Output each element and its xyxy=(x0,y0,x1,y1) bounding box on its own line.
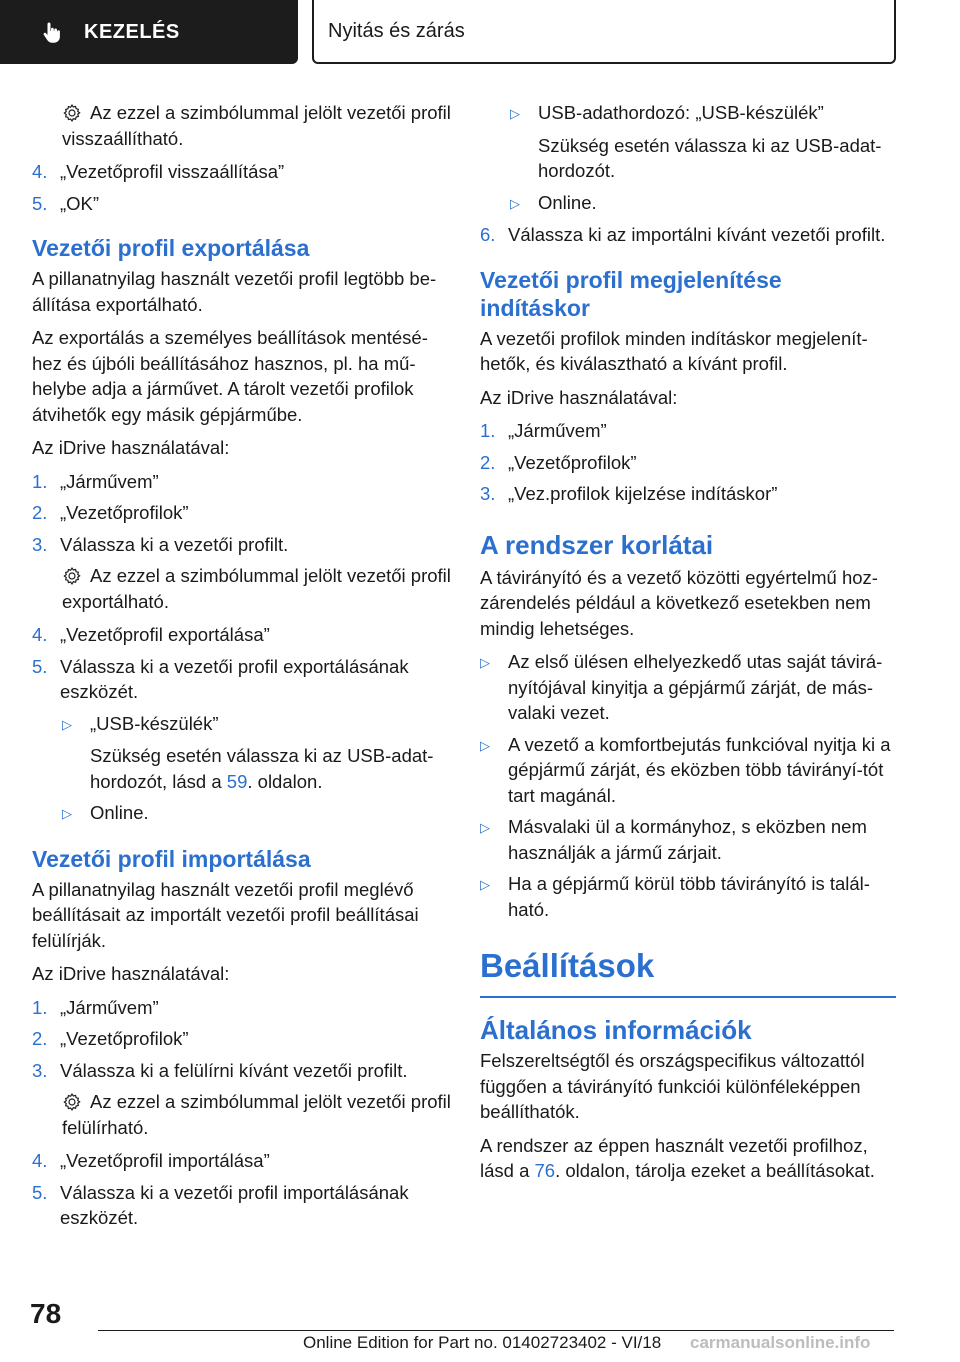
list-item xyxy=(32,1058,452,1084)
paragraph: Az exportálás a személyes beállítások mentésé-hez és újbóli beállításához hasznos, pl. ha mű-helybe adja a járművet. A tárolt vezetői profilok átvihetők egy másik gépjárműbe. xyxy=(32,327,428,425)
triangle-bullet-icon: ▷ xyxy=(480,820,490,835)
bullet-text: Ha a gépjármű körül több távirányító is talál-ható. xyxy=(508,873,870,920)
bullet-text: „USB-készülék” xyxy=(90,712,219,734)
paragraph: Az iDrive használatával: xyxy=(32,437,230,458)
heading-import: Vezetői profil importálása xyxy=(32,845,311,872)
triangle-bullet-icon: ▷ xyxy=(62,716,72,732)
step-text: „Vezetőprofilok” xyxy=(60,502,189,523)
bullet-text: A vezető a komfortbejutás funkcióval nyitja ki a gépjármű zárját, és eközben több távirányí-tót tart magánál. xyxy=(508,733,891,806)
step-text: „Járművem” xyxy=(60,996,159,1018)
note-text: Az ezzel a szimbólummal jelölt vezetői profil visszaállítható. xyxy=(62,102,451,149)
step-text: „OK” xyxy=(60,192,100,214)
bullet-item xyxy=(480,814,896,865)
step-text: „Járművem” xyxy=(508,420,607,441)
page-number: 78 xyxy=(30,1298,62,1329)
list-item xyxy=(32,995,452,1021)
left-column xyxy=(32,100,452,1237)
step-text: Válassza ki az importálni kívánt vezetői profilt. xyxy=(508,224,886,245)
bullet-subtext: Szükség esetén válassza ki az USB-adat-hordozót. xyxy=(538,134,882,181)
list-item xyxy=(32,532,452,558)
list-item xyxy=(32,159,452,185)
list-item xyxy=(32,654,452,705)
paragraph: A pillanatnyilag használt vezetői profil legtöbb be-állítása exportálható. xyxy=(32,268,437,315)
triangle-bullet-icon: ▷ xyxy=(62,806,72,821)
heading-general-info: Általános információk xyxy=(480,1015,752,1045)
step-number: 1. xyxy=(480,420,496,441)
heading-limits: A rendszer korlátai xyxy=(480,529,714,560)
paragraph: A pillanatnyilag használt vezetői profil meglévő beállításait az importált vezetői profil beállításai felülírják. xyxy=(32,878,419,951)
step-number: 3. xyxy=(32,533,48,555)
paragraph: Az iDrive használatával: xyxy=(480,386,678,408)
step-number: 4. xyxy=(32,1150,48,1171)
step-number: 5. xyxy=(32,192,48,214)
triangle-bullet-icon: ▷ xyxy=(480,655,490,670)
right-column xyxy=(480,100,896,1192)
paragraph xyxy=(480,1133,896,1184)
paragraph: A vezetői profilok minden indításkor megjelenít-hetők, és kiválasztható a kívánt profil. xyxy=(480,327,868,374)
step-text: „Vezetőprofil importálása” xyxy=(60,1150,270,1171)
bullet-item xyxy=(480,649,896,726)
bullet-text: Online. xyxy=(90,802,149,823)
list-item xyxy=(32,622,452,648)
step-number: 5. xyxy=(32,655,48,677)
subtext: Szükség esetén válassza ki az USB-adat-hordozót, lásd a xyxy=(90,745,434,792)
bullet-item xyxy=(480,871,896,922)
paragraph-text: . oldalon, tárolja ezeket a beállításokat. xyxy=(555,1160,875,1181)
bullet-item xyxy=(480,100,896,127)
step-number: 1. xyxy=(32,996,48,1018)
step-number: 1. xyxy=(32,470,48,492)
step-text: Válassza ki a vezetői profilt. xyxy=(60,533,289,555)
paragraph: Az iDrive használatával: xyxy=(32,963,230,984)
page-link[interactable]: 76 xyxy=(534,1160,556,1181)
bullet-subtext xyxy=(32,743,452,794)
step-number: 2. xyxy=(480,451,496,473)
gear-icon xyxy=(62,566,82,586)
bullet-text: USB-adathordozó: „USB-készülék” xyxy=(538,102,824,123)
step-text: „Vezetőprofilok” xyxy=(508,451,637,473)
list-item xyxy=(480,222,896,248)
triangle-bullet-icon: ▷ xyxy=(480,737,490,753)
bullet-text: Az első ülésen elhelyezkedő utas saját távirá-nyítójával kinyitja a gépjármű zárját, de más-valaki vezet. xyxy=(508,651,883,723)
heading-export: Vezetői profil exportálása xyxy=(32,235,310,261)
step-text: Válassza ki a vezetői profil exportálásának eszközét. xyxy=(60,655,409,702)
list-item xyxy=(32,500,452,526)
list-item xyxy=(32,1180,452,1231)
section-title: KEZELÉS xyxy=(84,20,180,43)
list-item xyxy=(480,418,896,444)
step-text: „Vezetőprofil exportálása” xyxy=(60,624,270,645)
chapter-tab xyxy=(312,0,896,64)
step-number: 3. xyxy=(480,483,496,504)
paragraph: Felszereltségtől és országspecifikus változattól függően a távirányító funkciói különféleképpen beállíthatók. xyxy=(480,1050,865,1122)
bullet-text: Másvalaki ül a kormányhoz, s eközben nem használják a jármű zárjait. xyxy=(508,816,867,863)
hand-pointer-icon xyxy=(40,19,66,45)
step-number: 6. xyxy=(480,224,496,245)
gear-icon xyxy=(62,103,82,123)
gear-icon xyxy=(62,1092,82,1112)
step-text: „Vezetőprofil visszaállítása” xyxy=(60,161,285,182)
note-restore xyxy=(32,100,452,151)
list-item xyxy=(32,1148,452,1174)
step-number: 5. xyxy=(32,1181,48,1203)
bullet-item xyxy=(32,711,452,738)
bullet-item xyxy=(480,190,896,217)
step-text: „Vez.profilok kijelzése indításkor” xyxy=(508,483,778,504)
note-text: Az ezzel a szimbólummal jelölt vezetői profil felülírható. xyxy=(62,1091,451,1138)
heading-display: Vezetői profil megjelenítése indításkor xyxy=(480,266,782,321)
step-number: 2. xyxy=(32,502,48,523)
step-number: 3. xyxy=(32,1059,48,1081)
note-import xyxy=(32,1089,452,1140)
note-export xyxy=(32,563,452,614)
chapter-title: Nyitás és zárás xyxy=(328,19,465,42)
subtext: . oldalon. xyxy=(247,770,323,792)
note-text: Az ezzel a szimbólummal jelölt vezetői profil exportálható. xyxy=(62,565,451,612)
heading-settings: Beállítások xyxy=(480,946,896,998)
triangle-bullet-icon: ▷ xyxy=(480,877,490,892)
step-number: 2. xyxy=(32,1028,48,1049)
paragraph: A távirányító és a vezető közötti egyértelmű hoz-zárendelés például a következő esetekben nem mindig lehetséges. xyxy=(480,566,878,639)
bullet-item xyxy=(480,732,896,809)
page-link[interactable]: 59 xyxy=(226,770,248,792)
section-tab xyxy=(0,0,298,64)
list-item xyxy=(32,469,452,495)
list-item xyxy=(32,1026,452,1052)
list-item xyxy=(480,450,896,476)
list-item xyxy=(480,481,896,507)
triangle-bullet-icon: ▷ xyxy=(510,106,520,121)
step-number: 4. xyxy=(32,624,48,645)
step-text: Válassza ki a vezetői profil importálásának eszközét. xyxy=(60,1181,409,1228)
paragraph-text: A rendszer az éppen használt vezetői profilhoz, lásd a xyxy=(480,1134,868,1181)
step-number: 4. xyxy=(32,161,48,182)
triangle-bullet-icon: ▷ xyxy=(510,195,520,211)
step-text: „Járművem” xyxy=(60,470,159,492)
footer-divider xyxy=(98,1330,894,1331)
watermark: carmanualsonline.info xyxy=(690,1333,871,1352)
step-text: „Vezetőprofilok” xyxy=(60,1028,189,1049)
step-text: Válassza ki a felülírni kívánt vezetői profilt. xyxy=(60,1059,408,1081)
bullet-item xyxy=(32,800,452,827)
bullet-text: Online. xyxy=(538,191,597,213)
page-header xyxy=(0,0,960,66)
edition-text: Online Edition for Part no. 01402723402 - VI/18 xyxy=(303,1333,662,1352)
list-item xyxy=(32,191,452,217)
